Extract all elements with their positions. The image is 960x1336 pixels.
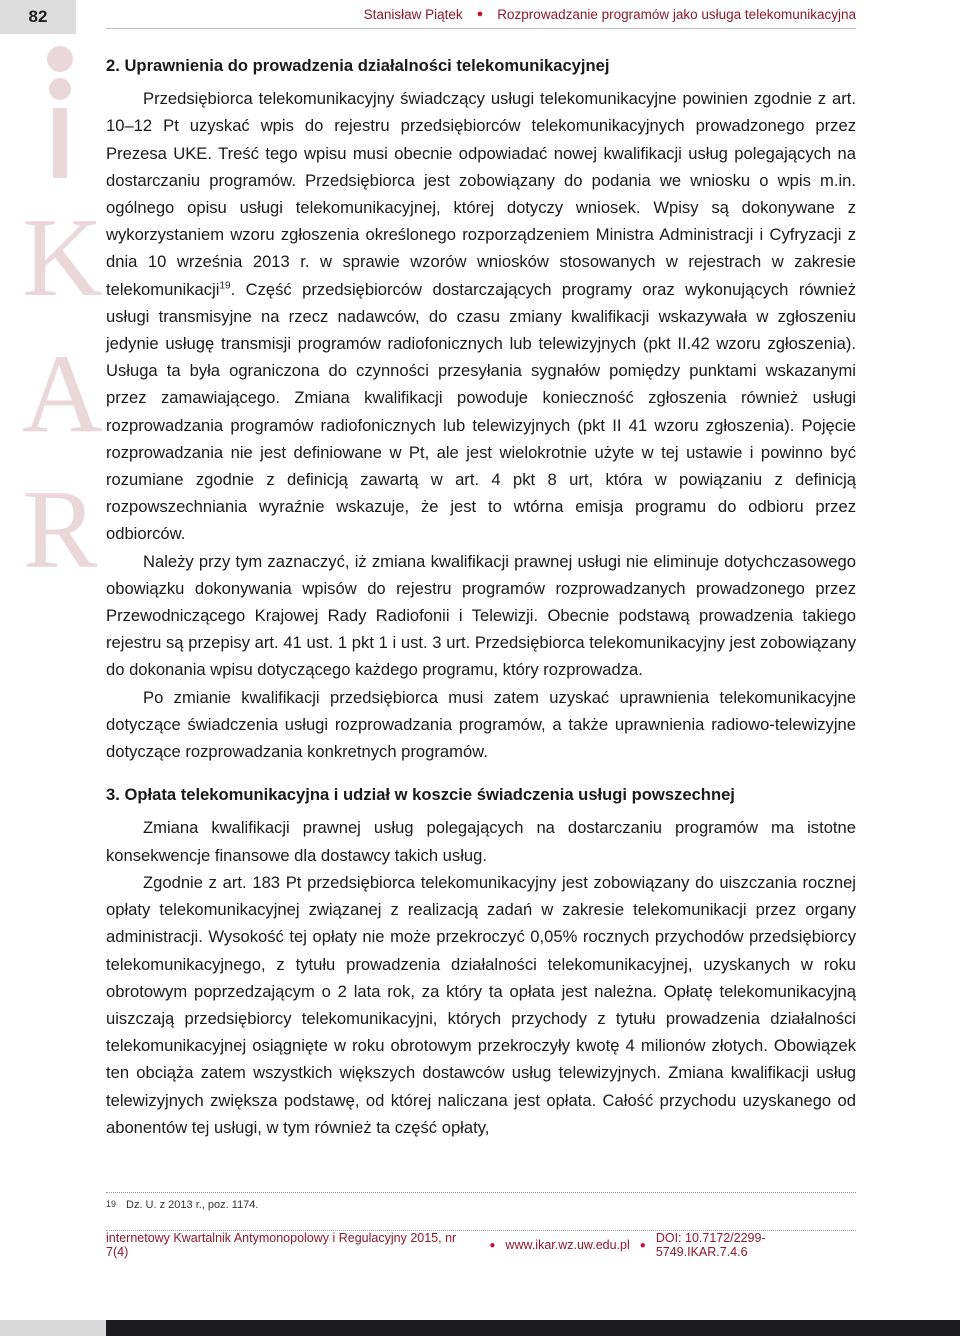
footnote-number: 19 [106,1199,117,1209]
footer-url-link[interactable]: www.ikar.wz.uw.edu.pl [505,1238,630,1252]
paragraph [106,85,856,547]
bottom-bar [106,1320,960,1336]
page-number: 82 [0,0,76,34]
section-3-heading: 3. Opłata telekomunikacyjna i udział w koszcie świadczenia usługi powszechnej [106,785,735,805]
paragraph: Zgodnie z art. 183 Pt przedsiębiorca telekomunikacyjny jest zobowiązany do uiszczania rocznej opłaty telekomunikacyjnej związanej z realizacją zadań w zakresie telekomunikacji przez organy administracji. Wysokość tej opłaty nie może przekroczyć 0,05% rocznych przychodów przedsiębiorcy telekomunikacyjnego, z tytułu prowadzenia działalności telekomunikacyjnej, uzyskanych w roku obrotowym poprzedzającym o 2 lata rok, za który ta opłata jest należna. Opłatę telekomunikacyjną uiszczają przedsiębiorcy telekomunikacyjni, których przychody z tytułu prowadzenia działalności telekomunikacyjnej osiągnięte w roku obrotowym przekroczyły kwotę 4 milionów złotych. Obowiązek ten obciąża zatem wszystkich większych dostawców usług telewizyjnych. Zmiana kwalifikacji usług telewizyjnych zwiększa podstawę, od której naliczana jest opłata. Całość przychodu uzyskanego od abonentów tej usługi, w tym również ta część opłaty, [106,872,856,1137]
paragraph: Należy przy tym zaznaczyć, iż zmiana kwalifikacji prawnej usługi nie eliminuje dotychczasowego obowiązku dokonywania wpisów do rejestru programów rozprowadzanych prowadzonego przez Przewodniczącego Krajowej Rady Radiofonii i Telewizji. Obecnie podstawą prowadzenia takiego rejestru są przepisy art. 41 ust. 1 pkt 1 i ust. 3 urt. Przedsiębiorca telekomunikacyjny jest zobowiązany do dokonania wpisu dotyczącego każdego programu, który rozprowadza. [106,551,856,680]
paragraph-text: . Część przedsiębiorców dostarczających programy oraz wykonujących również usługi transmisyjne na rzecz nadawców, do czasu zmiany kwalifikacji wskazywała w zgłoszeniu jedynie usługę transmisji programów radiofonicznych lub telewizyjnych (pkt II.42 wzoru zgłoszenia). Usługa ta była ograniczona do czynności przesyłania sygnałów pomiędzy punktami wskazanymi przez zamawiającego. Zmiana kwalifikacji powoduje konieczność zgłoszenia również usługi rozprowadzania programów radiofonicznych lub telewizyjnych (pkt II 41 wzoru zgłoszenia). Pojęcie rozprowadzania nie jest definiowane w Pt, ale jest wielokrotnie użyte w tej ustawie i powinno być rozumiane zgodnie z definicją zawartą w art. 4 pkt 8 urt, która w powiązaniu z definicją rozpowszechniania wyraźnie wskazuje, że jest to wtórna emisja programu do odbioru przez odbiorców. [106,279,856,544]
logo-letter-r: R [22,468,98,592]
logo-i-stem [53,108,67,178]
paragraph-text: Przedsiębiorca telekomunikacyjny świadczący usługi telekomunikacyjne powinien zgodnie z art. 10–12 Pt uzyskać wpis do rejestru przedsiębiorców telekomunikacyjnych prowadzonego przez Prezesa UKE. Treść tego wpisu musi obecnie odpowiadać nowej kwalifikacji usług polegających na dostarczaniu programów. Przedsiębiorca jest zobowiązany do podania we wniosku o wpis m.in. ogólnego opisu usługi telekomunikacyjnej, której dotyczy wniosek. Wpisy są dokonywane z wykorzystaniem wzoru zgłoszenia określonego rozporządzeniem Ministra Administracji i Cyfryzacji z dnia 10 września 2013 r. w sprawie wzorów wniosków stosowanych w rejestrach w zakresie telekomunikacji [106,89,856,299]
section-2-heading: 2. Uprawnienia do prowadzenia działalności telekomunikacyjnej [106,56,610,75]
footnote [106,1199,258,1211]
article-body [106,52,856,1141]
running-head-title: Rozprowadzanie programów jako usługa telekomunikacyjna [497,6,856,22]
footer-doi: DOI: 10.7172/2299-5749.IKAR.7.4.6 [655,1231,766,1259]
running-head [106,0,856,29]
paragraph: Po zmianie kwalifikacji przedsiębiorca musi zatem uzyskać uprawnienia telekomunikacyjne dotyczące świadczenia usługi rozprowadzania programów, a także uprawnienia radiowo-telewizyjne dotyczące rozprowadzania konkretnych programów. [106,687,856,762]
paragraph: Zmiana kwalifikacji prawnej usług polegających na dostarczaniu programów ma istotne konsekwencje finansowe dla dostawcy takich usług. [106,818,856,865]
running-head-author: Stanisław Piątek [363,6,463,22]
ikar-side-logo [22,40,103,610]
logo-letter-a: A [22,332,103,456]
bullet-dot-icon: ● [639,1239,646,1251]
footnote-ref[interactable]: 19 [219,280,231,292]
footnote-text: Dz. U. z 2013 r., poz. 1174. [126,1199,259,1211]
footer-journal: internetowy Kwartalnik Antymonopolowy i Regulacyjny 2015, nr 7(4) [106,1231,457,1259]
bullet-dot-icon: ● [476,8,484,20]
logo-letter-k: K [22,196,103,320]
logo-dot-icon [47,46,73,72]
logo-dot-icon [49,78,71,100]
page-footer [106,1230,856,1259]
bottom-bar-accent [0,1320,106,1336]
footnote-divider [106,1192,856,1193]
bullet-dot-icon: ● [489,1239,496,1251]
